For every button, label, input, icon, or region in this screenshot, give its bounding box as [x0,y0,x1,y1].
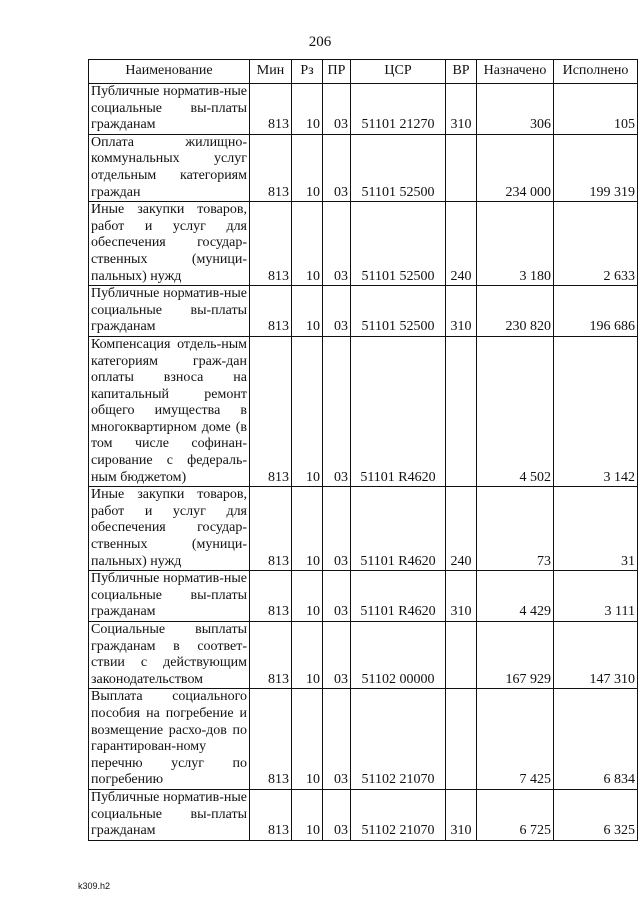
row-assigned-cell: 7 425 [477,689,554,790]
row-assigned-cell: 6 725 [477,789,554,840]
table-body [89,84,638,841]
row-assigned-cell: 167 929 [477,622,554,689]
row-vr-cell: 310 [446,84,477,135]
row-csr-cell: 51101 52500 [351,286,446,337]
row-executed-cell: 3 111 [554,571,638,622]
row-rz-cell: 10 [292,789,323,840]
row-rz-cell: 10 [292,571,323,622]
row-pr-cell: 03 [323,571,351,622]
table-row [89,622,638,689]
row-executed-cell: 6 325 [554,789,638,840]
row-csr-cell: 51101 21270 [351,84,446,135]
row-assigned-cell: 230 820 [477,286,554,337]
row-assigned-cell: 3 180 [477,202,554,286]
row-executed-cell: 105 [554,84,638,135]
row-rz-cell: 10 [292,134,323,201]
row-assigned-cell: 4 502 [477,336,554,486]
row-pr-cell: 03 [323,286,351,337]
table-row [89,286,638,337]
row-vr-cell [446,622,477,689]
header-assigned: Назначено [477,60,554,84]
row-min-cell: 813 [250,789,292,840]
row-vr-cell: 240 [446,202,477,286]
row-rz-cell: 10 [292,622,323,689]
header-rz: Рз [292,60,323,84]
row-vr-cell: 310 [446,286,477,337]
row-rz-cell: 10 [292,84,323,135]
row-name-cell: Выплата социального пособия на погребение и возмещение расхо-дов по гарантирован-ному перечню услуг по погребению [89,689,250,790]
header-csr: ЦСР [351,60,446,84]
row-csr-cell: 51101 R4620 [351,571,446,622]
row-name-cell: Публичные норматив-ные социальные вы-платы гражданам [89,571,250,622]
row-name-cell: Публичные норматив-ные социальные вы-платы гражданам [89,789,250,840]
table-row [89,789,638,840]
row-csr-cell: 51101 52500 [351,134,446,201]
row-min-cell: 813 [250,286,292,337]
row-assigned-cell: 234 000 [477,134,554,201]
row-rz-cell: 10 [292,336,323,486]
row-pr-cell: 03 [323,789,351,840]
row-csr-cell: 51102 00000 [351,622,446,689]
row-vr-cell: 310 [446,789,477,840]
header-name: Наименование [89,60,250,84]
row-pr-cell: 03 [323,84,351,135]
header-pr: ПР [323,60,351,84]
row-vr-cell: 310 [446,571,477,622]
row-executed-cell: 196 686 [554,286,638,337]
row-csr-cell: 51102 21070 [351,789,446,840]
header-min: Мин [250,60,292,84]
page-number: 206 [308,34,332,50]
table-row [89,134,638,201]
table-row [89,571,638,622]
row-executed-cell: 31 [554,487,638,571]
row-min-cell: 813 [250,336,292,486]
row-name-cell: Компенсация отдель-ным категориям граж-дан оплаты взноса на капитальный ремонт общего имущества в многоквартирном доме (в том числе софинан-сирование с федераль-ным бюджетом) [89,336,250,486]
row-name-cell: Иные закупки товаров, работ и услуг для обеспечения государ-ственных (муници-пальных) нужд [89,487,250,571]
table-row [89,202,638,286]
row-min-cell: 813 [250,202,292,286]
row-executed-cell: 147 310 [554,622,638,689]
row-assigned-cell: 73 [477,487,554,571]
header-executed: Исполнено [554,60,638,84]
row-executed-cell: 6 834 [554,689,638,790]
row-vr-cell [446,134,477,201]
row-rz-cell: 10 [292,286,323,337]
row-name-cell: Оплата жилищно-коммунальных услуг отдельным категориям граждан [89,134,250,201]
row-executed-cell: 3 142 [554,336,638,486]
row-csr-cell: 51101 R4620 [351,487,446,571]
footer-code: k309.h2 [78,881,111,891]
row-pr-cell: 03 [323,202,351,286]
row-executed-cell: 199 319 [554,134,638,201]
row-assigned-cell: 306 [477,84,554,135]
row-pr-cell: 03 [323,134,351,201]
table-header-row [89,60,638,84]
header-vr: ВР [446,60,477,84]
row-rz-cell: 10 [292,202,323,286]
row-pr-cell: 03 [323,336,351,486]
row-vr-cell: 240 [446,487,477,571]
budget-table [88,59,638,841]
row-min-cell: 813 [250,571,292,622]
row-rz-cell: 10 [292,487,323,571]
row-executed-cell: 2 633 [554,202,638,286]
row-csr-cell: 51101 R4620 [351,336,446,486]
table-row [89,336,638,486]
row-pr-cell: 03 [323,689,351,790]
row-name-cell: Публичные норматив-ные социальные вы-платы гражданам [89,286,250,337]
row-min-cell: 813 [250,689,292,790]
row-min-cell: 813 [250,487,292,571]
row-rz-cell: 10 [292,689,323,790]
table-row [89,487,638,571]
table-row [89,689,638,790]
row-assigned-cell: 4 429 [477,571,554,622]
row-vr-cell [446,689,477,790]
row-csr-cell: 51102 21070 [351,689,446,790]
row-name-cell: Иные закупки товаров, работ и услуг для обеспечения государ-ственных (муници-пальных) нужд [89,202,250,286]
row-name-cell: Социальные выплаты гражданам в соответ-ствии с действующим законодательством [89,622,250,689]
row-min-cell: 813 [250,622,292,689]
row-pr-cell: 03 [323,622,351,689]
row-name-cell: Публичные норматив-ные социальные вы-платы гражданам [89,84,250,135]
row-pr-cell: 03 [323,487,351,571]
row-csr-cell: 51101 52500 [351,202,446,286]
row-min-cell: 813 [250,134,292,201]
row-vr-cell [446,336,477,486]
row-min-cell: 813 [250,84,292,135]
table-row [89,84,638,135]
